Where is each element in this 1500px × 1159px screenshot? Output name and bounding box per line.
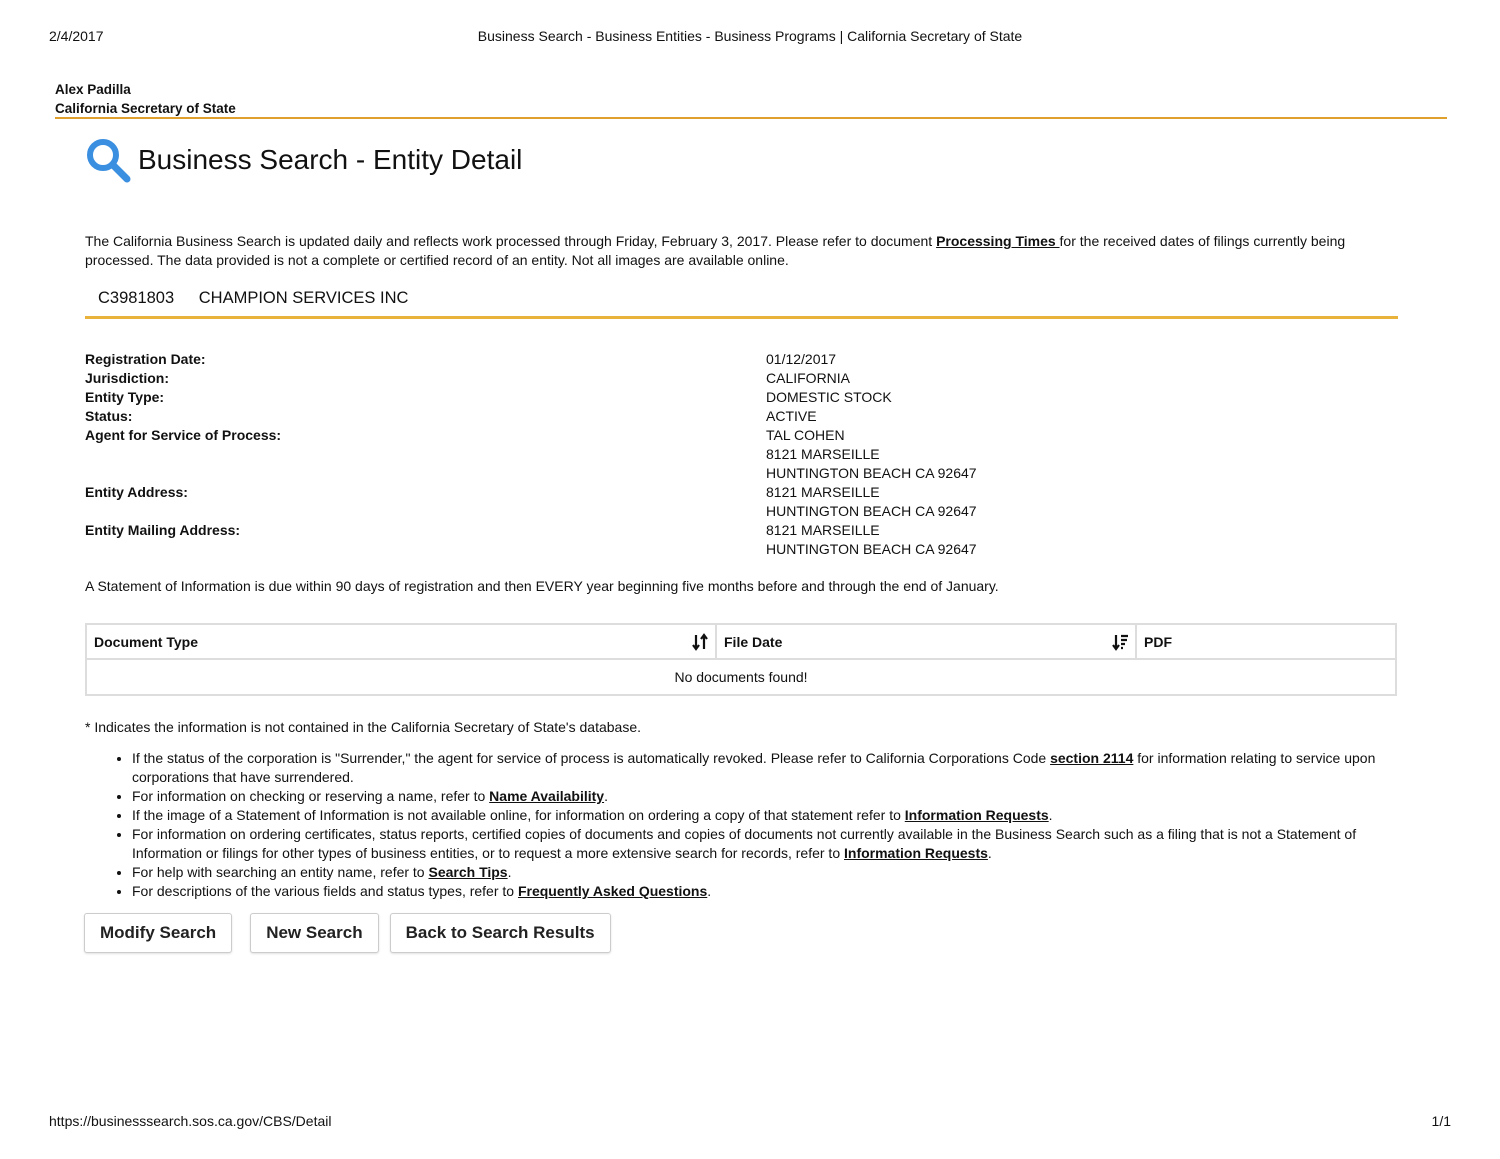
list-item: • If the image of a Statement of Information is not available online, for information on ordering a copy of that statement refer to Information Requests. bbox=[132, 806, 1405, 825]
secretary-name: Alex Padilla bbox=[55, 82, 131, 97]
detail-row: Registration Date: 01/12/2017 bbox=[85, 351, 837, 367]
list-item: • For descriptions of the various fields and status types, refer to Frequently Asked Questions. bbox=[132, 882, 1405, 901]
sort-icon[interactable] bbox=[691, 633, 709, 651]
database-note: * Indicates the information is not contained in the California Secretary of State's database. bbox=[85, 719, 641, 735]
entity-name: CHAMPION SERVICES INC bbox=[198, 289, 409, 307]
page-heading bbox=[84, 136, 522, 184]
print-page-number: 1/1 bbox=[1431, 1113, 1451, 1129]
back-to-search-results-button[interactable]: Back to Search Results bbox=[390, 913, 611, 953]
information-requests-link-2[interactable]: Information Requests bbox=[844, 845, 988, 861]
page-title: Business Search - Entity Detail bbox=[138, 144, 523, 175]
column-file-date[interactable]: File Date bbox=[716, 624, 1136, 659]
entity-heading bbox=[98, 289, 408, 308]
detail-row: Entity Address: 8121 MARSEILLE bbox=[85, 484, 880, 500]
sort-descending-icon[interactable] bbox=[1111, 633, 1129, 651]
header-divider bbox=[55, 117, 1447, 119]
name-availability-link[interactable]: Name Availability bbox=[489, 788, 605, 804]
action-buttons bbox=[84, 913, 629, 953]
modify-search-button[interactable]: Modify Search bbox=[84, 913, 232, 953]
detail-row: HUNTINGTON BEACH CA 92647 bbox=[766, 503, 977, 519]
list-item: • For information on checking or reserving a name, refer to Name Availability. bbox=[132, 787, 1405, 806]
detail-row: Entity Type: DOMESTIC STOCK bbox=[85, 389, 892, 405]
table-row bbox=[86, 659, 1396, 695]
detail-row: Jurisdiction: CALIFORNIA bbox=[85, 370, 851, 386]
notes-list bbox=[85, 749, 1405, 901]
section-2114-link[interactable]: section 2114 bbox=[1050, 750, 1134, 766]
detail-row: HUNTINGTON BEACH CA 92647 bbox=[766, 465, 977, 481]
sos-header bbox=[55, 80, 1447, 118]
intro-text: The California Business Search is updated daily and reflects work processed through Friday, February 3, 2017. Please refer to document Processing Times for the received dates of filings currently being processed. The data provided is not a complete or certified record of an entity. Not all images are available online. bbox=[85, 233, 1346, 268]
detail-row: 8121 MARSEILLE bbox=[766, 446, 880, 462]
print-title: Business Search - Business Entities - Business Programs | California Secretary of State bbox=[477, 28, 1023, 44]
table-header-row bbox=[86, 624, 1396, 659]
statement-of-information-note: A Statement of Information is due within 90 days of registration and then EVERY year beginning five months before and through the end of January. bbox=[85, 578, 999, 594]
print-date: 2/4/2017 bbox=[49, 28, 104, 44]
documents-table bbox=[85, 623, 1397, 696]
empty-message: No documents found! bbox=[86, 659, 1396, 695]
list-item: • For information on ordering certificates, status reports, certified copies of documents and copies of documents not currently available in the Business Search such as a filing that is not a Statement of Information or filings for other types of business entities, or to request a more extensive search for records, refer to Information Requests. bbox=[132, 825, 1405, 863]
entity-details bbox=[85, 350, 1405, 559]
detail-row: Entity Mailing Address: 8121 MARSEILLE bbox=[85, 522, 880, 538]
detail-row: Agent for Service of Process: TAL COHEN bbox=[85, 427, 845, 443]
entity-divider bbox=[85, 316, 1398, 319]
column-pdf: PDF bbox=[1136, 624, 1396, 659]
print-header bbox=[49, 28, 1451, 48]
column-document-type[interactable]: Document Type bbox=[86, 624, 716, 659]
list-item: • For help with searching an entity name, refer to Search Tips. bbox=[132, 863, 1405, 882]
faq-link[interactable]: Frequently Asked Questions bbox=[517, 883, 708, 899]
office-name: California Secretary of State bbox=[55, 101, 236, 116]
processing-times-link[interactable]: Processing Times bbox=[936, 233, 1060, 249]
print-footer bbox=[49, 1113, 1451, 1133]
new-search-button[interactable]: New Search bbox=[250, 913, 378, 953]
list-item: • If the status of the corporation is "Surrender," the agent for service of process is automatically revoked. Please refer to California Corporations Code section 2114 for information relating to service upon corporations that have surrendered. bbox=[132, 749, 1405, 787]
search-tips-link[interactable]: Search Tips bbox=[428, 864, 508, 880]
information-requests-link[interactable]: Information Requests bbox=[904, 807, 1049, 823]
detail-row: HUNTINGTON BEACH CA 92647 bbox=[766, 541, 977, 557]
search-icon bbox=[84, 136, 132, 184]
print-url: https://businesssearch.sos.ca.gov/CBS/Detail bbox=[49, 1113, 332, 1129]
detail-row: Status: ACTIVE bbox=[85, 408, 817, 424]
entity-number: C3981803 bbox=[98, 289, 175, 307]
